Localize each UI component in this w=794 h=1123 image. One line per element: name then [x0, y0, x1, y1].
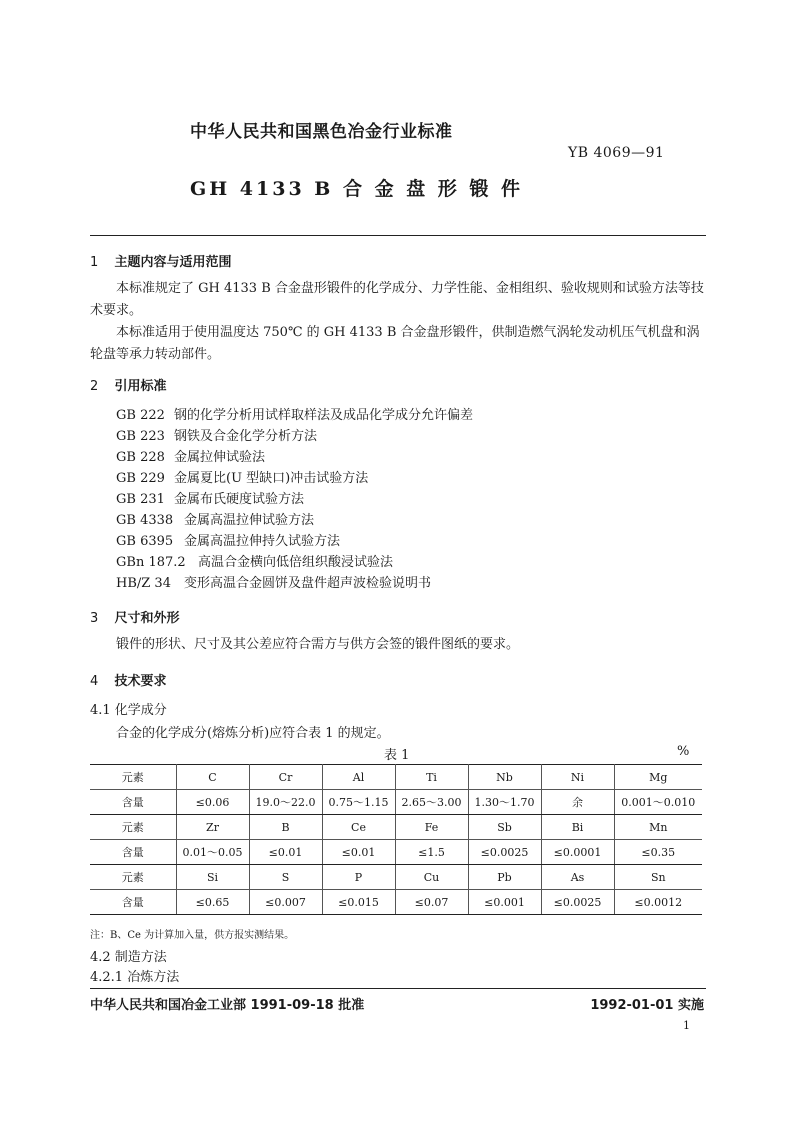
section-4-heading — [90, 670, 167, 689]
row-label-element: 元素 — [90, 815, 176, 840]
header-divider — [90, 235, 706, 236]
reference-code: GBn 187.2 — [116, 555, 186, 570]
reference-title: 金属拉伸试验法 — [174, 450, 266, 465]
value-cell: 1.30～1.70 — [468, 790, 541, 815]
reference-item — [116, 426, 473, 447]
value-cell: ≤0.65 — [176, 890, 249, 915]
reference-item — [116, 531, 473, 552]
element-cell: Si — [176, 865, 249, 890]
table-value-row — [90, 890, 702, 915]
reference-item — [116, 552, 473, 573]
standard-org-title: 中华人民共和国黑色冶金行业标准 — [190, 122, 453, 142]
reference-title: 金属高温拉伸试验方法 — [184, 513, 315, 528]
section-number: 2 — [90, 379, 99, 394]
section-2-heading — [90, 375, 167, 394]
reference-code: GB 4338 — [116, 513, 174, 528]
element-cell: Cu — [395, 865, 468, 890]
reference-code: GB 6395 — [116, 534, 174, 549]
row-label-content: 含量 — [90, 790, 176, 815]
section-number: 1 — [90, 255, 99, 270]
element-cell: Al — [322, 765, 395, 790]
reference-item — [116, 489, 473, 510]
element-cell: P — [322, 865, 395, 890]
value-cell: 余 — [541, 790, 614, 815]
value-cell: 0.75～1.15 — [322, 790, 395, 815]
section-3-heading — [90, 607, 180, 626]
page-number: 1 — [683, 1019, 690, 1032]
approval-line: 中华人民共和国冶金工业部 1991-09-18 批准 — [90, 998, 365, 1013]
value-cell: ≤0.015 — [322, 890, 395, 915]
element-cell: Mg — [614, 765, 702, 790]
value-cell: ≤0.0012 — [614, 890, 702, 915]
reference-code: GB 223 — [116, 429, 165, 444]
table-caption: 表 1 — [384, 748, 410, 763]
document-title: GH 4133 B 合 金 盘 形 锻 件 — [190, 178, 524, 200]
table-value-row — [90, 840, 702, 865]
element-cell: Mn — [614, 815, 702, 840]
element-cell: S — [249, 865, 322, 890]
subsection-4-2-1-heading: 4.2.1 冶炼方法 — [90, 970, 180, 985]
section-title: 引用标准 — [114, 379, 167, 394]
reference-code: GB 222 — [116, 408, 165, 423]
table-header-row — [90, 865, 702, 890]
reference-item — [116, 510, 473, 531]
section-title: 主题内容与适用范围 — [114, 255, 232, 270]
reference-item — [116, 405, 473, 426]
row-label-content: 含量 — [90, 840, 176, 865]
section-title: 尺寸和外形 — [114, 611, 180, 626]
value-cell: ≤0.0025 — [468, 840, 541, 865]
reference-title: 金属布氏硬度试验方法 — [174, 492, 305, 507]
value-cell: ≤0.007 — [249, 890, 322, 915]
section-title: 技术要求 — [114, 674, 167, 689]
reference-list — [116, 405, 473, 594]
footer-divider — [90, 988, 706, 989]
value-cell: ≤0.35 — [614, 840, 702, 865]
element-cell: Sb — [468, 815, 541, 840]
reference-title: 金属夏比(U 型缺口)冲击试验方法 — [174, 471, 369, 486]
element-cell: Bi — [541, 815, 614, 840]
element-cell: Cr — [249, 765, 322, 790]
row-label-element: 元素 — [90, 865, 176, 890]
element-cell: Ni — [541, 765, 614, 790]
element-cell: Nb — [468, 765, 541, 790]
element-cell: Fe — [395, 815, 468, 840]
effective-date: 1992-01-01 实施 — [590, 998, 704, 1013]
section-1-para-1: 本标准规定了 GH 4133 B 合金盘形锻件的化学成分、力学性能、金相组织、验收规则和试验方法等技术要求。 — [90, 281, 704, 318]
value-cell: ≤0.07 — [395, 890, 468, 915]
value-cell: ≤0.001 — [468, 890, 541, 915]
element-cell: As — [541, 865, 614, 890]
subsection-4-2-heading: 4.2 制造方法 — [90, 950, 167, 965]
element-cell: Zr — [176, 815, 249, 840]
reference-title: 钢铁及合金化学分析方法 — [174, 429, 318, 444]
reference-title: 金属高温拉伸持久试验方法 — [184, 534, 341, 549]
reference-code: HB/Z 34 — [116, 576, 171, 591]
reference-title: 钢的化学分析用试样取样法及成品化学成分允许偏差 — [174, 408, 474, 423]
reference-code: GB 228 — [116, 450, 165, 465]
element-cell: Sn — [614, 865, 702, 890]
subsection-4-1-text: 合金的化学成分(熔炼分析)应符合表 1 的规定。 — [116, 726, 390, 741]
table-unit: % — [677, 744, 690, 759]
value-cell: 0.001～0.010 — [614, 790, 702, 815]
value-cell: ≤0.0025 — [541, 890, 614, 915]
value-cell: 19.0～22.0 — [249, 790, 322, 815]
table-header-row — [90, 815, 702, 840]
section-number: 4 — [90, 674, 99, 689]
element-cell: Ce — [322, 815, 395, 840]
reference-title: 高温合金横向低倍组织酸浸试验法 — [198, 555, 394, 570]
value-cell: ≤0.06 — [176, 790, 249, 815]
chemical-composition-table — [90, 764, 702, 915]
value-cell: 2.65～3.00 — [395, 790, 468, 815]
row-label-element: 元素 — [90, 765, 176, 790]
value-cell: ≤0.0001 — [541, 840, 614, 865]
table-value-row — [90, 790, 702, 815]
element-cell: Pb — [468, 865, 541, 890]
reference-item — [116, 573, 473, 594]
section-number: 3 — [90, 611, 99, 626]
reference-code: GB 231 — [116, 492, 165, 507]
value-cell: ≤0.01 — [322, 840, 395, 865]
reference-title: 变形高温合金圆饼及盘件超声波检验说明书 — [184, 576, 432, 591]
element-cell: B — [249, 815, 322, 840]
row-label-content: 含量 — [90, 890, 176, 915]
value-cell: ≤0.01 — [249, 840, 322, 865]
subsection-4-1-heading: 4.1 化学成分 — [90, 703, 167, 718]
standard-number: YB 4069—91 — [568, 145, 665, 161]
section-1-para-2: 本标准适用于使用温度达 750℃ 的 GH 4133 B 合金盘形锻件，供制造燃气涡轮发动机压气机盘和涡轮盘等承力转动部件。 — [90, 325, 700, 362]
reference-code: GB 229 — [116, 471, 165, 486]
section-1-heading — [90, 251, 232, 270]
value-cell: 0.01～0.05 — [176, 840, 249, 865]
element-cell: C — [176, 765, 249, 790]
value-cell: ≤1.5 — [395, 840, 468, 865]
reference-item — [116, 447, 473, 468]
reference-item — [116, 468, 473, 489]
section-3-para-1: 锻件的形状、尺寸及其公差应符合需方与供方会签的锻件图纸的要求。 — [116, 637, 520, 652]
table-note: 注：B、Ce 为计算加入量，供方报实测结果。 — [90, 930, 295, 941]
element-cell: Ti — [395, 765, 468, 790]
table-header-row — [90, 765, 702, 790]
